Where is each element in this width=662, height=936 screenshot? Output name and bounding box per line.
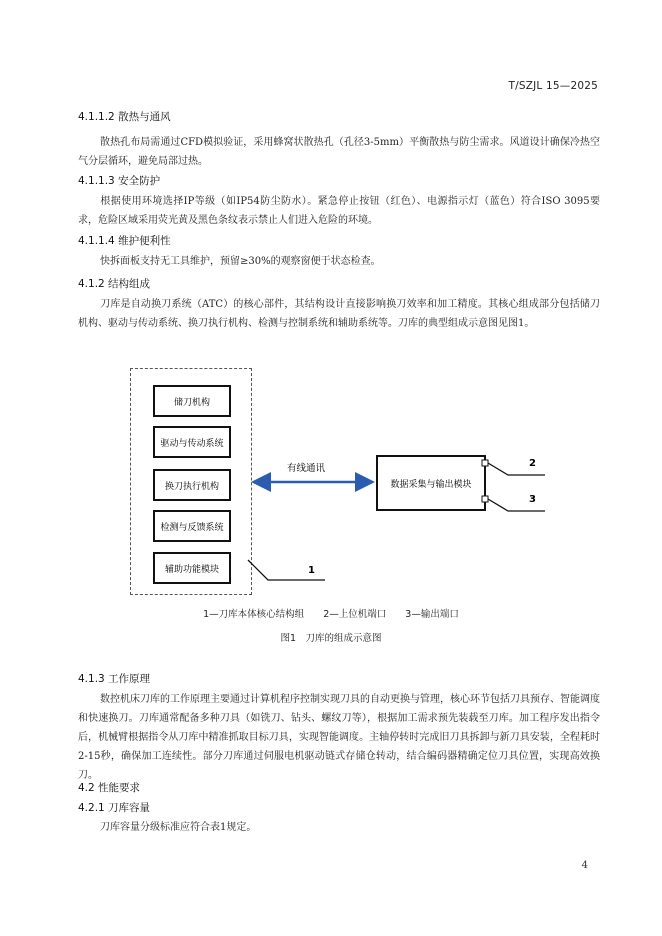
callout-3-label: 3 [529,494,536,505]
port-3-connector [482,496,488,502]
section-4-1-2-title: 4.1.2 结构组成 [78,278,151,290]
callout-3-leader [488,499,545,511]
legend-item-3: 3—输出端口 [405,609,459,620]
figure-caption: 图1 刀库的组成示意图 [280,633,382,644]
wired-communication-label: 有线通讯 [287,463,326,474]
callout-1-label: 1 [308,565,315,576]
auxiliary-module-block: 辅助功能模块 [153,552,231,584]
document-id: T/SZJL 15—2025 [508,80,598,92]
detection-feedback-block: 检测与反馈系统 [153,510,231,542]
tool-storage-block: 储刀机构 [153,385,231,417]
tool-change-actuator-block: 换刀执行机构 [153,469,231,501]
section-4-1-1-4-title: 4.1.1.4 维护便利性 [78,235,171,247]
legend-item-2: 2—上位机端口 [323,609,387,620]
section-4-1-1-4-text: 快拆面板支持无工具维护，预留≥30%的观察窗便于状态检查。 [100,256,381,267]
section-4-1-1-2-text: 散热孔布局需通过CFD模拟验证，采用蜂窝状散热孔（孔径3-5mm）平衡散热与防尘需求。风道设计确保冷热空气分层循环，避免局部过热。 [78,137,600,167]
section-4-2-1-text: 刀库容量分级标准应符合表1规定。 [100,822,257,833]
section-4-1-3-text: 数控机床刀库的工作原理主要通过计算机程序控制实现刀具的自动更换与管理，核心环节包括刀具预存、智能调度和快速换刀。刀库通常配备多种刀具（如铣刀、钻头、螺纹刀等），根据加工需求预先装载至刀库。加工程序发出指令后，机械臂根据指令从刀库中精准抓取目标刀具，实现智能调度。主轴停转时完成旧刀具拆卸与新刀具安装，全程耗时2-15秒，确保加工连续性。部分刀库通过伺服电机驱动链式存储仓转动，结合编码器精确定位刀具位置，实现高效换刀。 [78,694,600,781]
section-4-2-1-title: 4.2.1 刀库容量 [78,802,151,814]
section-4-2-title: 4.2 性能要求 [78,782,141,794]
section-4-1-1-2-title: 4.1.1.2 散热与通风 [78,111,171,123]
callout-2-leader [488,463,545,475]
section-4-1-2-text: 刀库是自动换刀系统（ATC）的核心部件，其结构设计直接影响换刀效率和加工精度。其核心组成部分包括储刀机构、驱动与传动系统、换刀执行机构、检测与控制系统和辅助系统等。刀库的典型组成示意图见图1。 [78,299,600,329]
data-io-module-block: 数据采集与输出模块 [376,455,486,511]
section-4-1-1-3-title: 4.1.1.3 安全防护 [78,175,161,187]
section-4-1-3-title: 4.1.3 工作原理 [78,673,151,685]
legend-item-1: 1—刀库本体核心结构组 [203,609,305,620]
figure-legend [0,606,662,620]
drive-transmission-block: 驱动与传动系统 [153,426,231,458]
port-2-connector [482,460,488,466]
callout-2-label: 2 [529,458,536,469]
section-4-1-1-3-text: 根据使用环境选择IP等级（如IP54防尘防水）。紧急停止按钮（红色）、电源指示灯（蓝色）符合ISO 3095要求，危险区域采用荧光黄及黑色条纹表示禁止人们进入危险的环境。 [78,196,600,226]
page-number: 4 [581,860,588,871]
